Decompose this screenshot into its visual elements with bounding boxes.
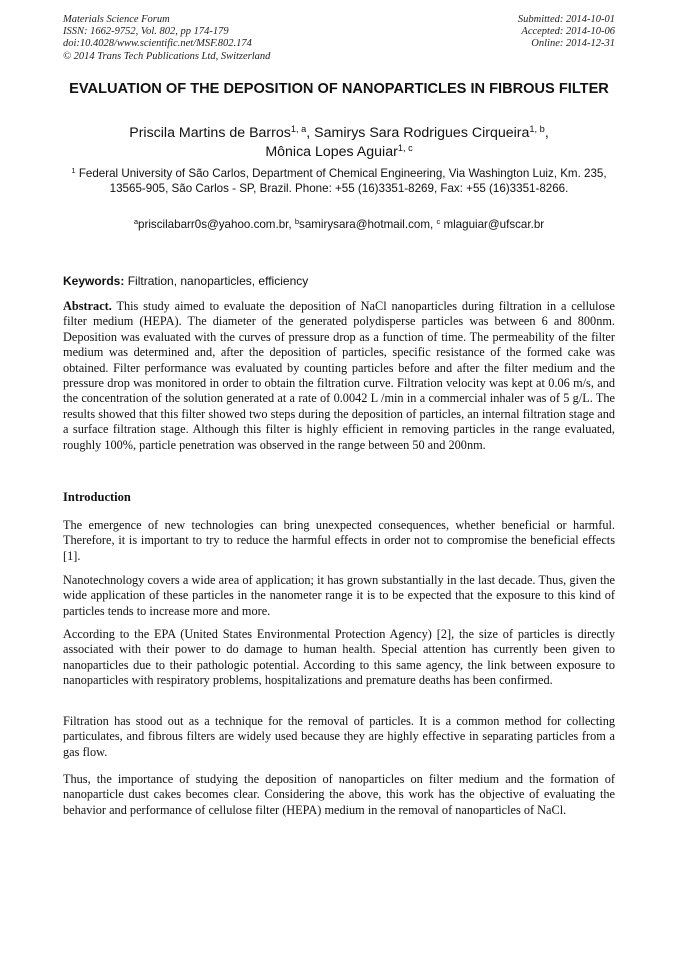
affiliation-text: Federal University of São Carlos, Department of Chemical Engineering, Via Washington Luiz, Km. 235, 13565-905, São Carlos - SP, Brazil. Phone: +55 (16)3351-8269, Fax: +55 (16)3351-8266. <box>78 167 607 196</box>
email-link[interactable]: mlaguiar@ufscar.br <box>443 218 545 231</box>
copyright-line: © 2014 Trans Tech Publications Ltd, Switzerland <box>63 50 271 62</box>
author-list <box>63 124 615 161</box>
author-separator: , <box>306 125 315 141</box>
email-separator: , <box>429 218 437 231</box>
author-affiliation-mark: 1, a <box>290 123 307 134</box>
keywords-label: Keywords: <box>63 274 125 288</box>
affiliation <box>68 166 610 196</box>
email-mark: b <box>294 216 300 226</box>
author-name: Samirys Sara Rodrigues Cirqueira <box>314 125 530 141</box>
intro-paragraph: Filtration has stood out as a technique for the removal of particles. It is a common method for collecting particulates, and fibrous filters are widely used because they are highly effective in separating particles from a gas flow. <box>63 714 615 759</box>
author-separator: , <box>544 125 549 141</box>
email-mark: a <box>133 216 139 226</box>
introduction-heading: Introduction <box>63 490 131 504</box>
abstract <box>63 299 615 453</box>
submitted-date: Submitted: 2014-10-01 <box>517 14 615 25</box>
issn-line: ISSN: 1662-9752, Vol. 802, pp 174-179 <box>63 26 229 38</box>
submission-dates <box>518 14 615 51</box>
intro-paragraph: According to the EPA (United States Environmental Protection Agency) [2], the size of particles is directly associated with their power to do damage to human health. Special attention has currently been given to nanoparticles due to their pathologic potential. According to this same agency, the link between exposure to nanoparticles with respiratory problems, hospitalizations and premature deaths has been confirmed. <box>63 627 615 688</box>
journal-info <box>63 14 270 63</box>
author-affiliation-mark: 1, c <box>397 142 413 153</box>
doi-line[interactable]: doi:10.4028/www.scientific.net/MSF.802.174 <box>63 38 252 50</box>
intro-paragraph: Thus, the importance of studying the deposition of nanoparticles on filter medium and the formation of nanoparticle dust cakes becomes clear. Considering the above, this work has the objective of evaluating the behavior and performance of cellulose filter (HEPA) medium in the removal of nanoparticles of NaCl. <box>63 772 615 817</box>
keywords-text: Filtration, nanoparticles, efficiency <box>127 274 309 288</box>
online-date: Online: 2014-12-31 <box>531 38 615 50</box>
author-name: Mônica Lopes Aguiar <box>265 143 398 160</box>
email-mark: c <box>436 216 441 226</box>
intro-paragraph: The emergence of new technologies can bring unexpected consequences, whether beneficial or harmful. Therefore, it is important to try to reduce the harmful effects in order not to compromise the beneficial effects [1]. <box>63 518 615 563</box>
email-link[interactable]: samirysara@hotmail.com <box>299 218 430 231</box>
journal-name: Materials Science Forum <box>63 14 170 25</box>
author-emails <box>63 217 615 232</box>
keywords-line <box>63 274 615 289</box>
email-separator: , <box>288 218 295 231</box>
abstract-text: This study aimed to evaluate the deposition of NaCl nanoparticles during filtration in a cellulose filter medium (HEPA). The diameter of the generated polydisperse particles was between 6 and 800nm. Deposition was evaluated with the curves of pressure drop as a function of time. The permeability of the filter medium was determined and, after the deposition of particles, specific resistance of the formed cake was obtained. Filter performance was evaluated by counting particles before and after the filter medium and the pressure drop was monitored in order to obtain the filtration curve. Filtration velocity was kept at 0.06 m/s, and the concentration of the solution generated at a rate of 0.0042 L /min in a commercial inhaler was of 5 g/L. The results showed that this filter showed two steps during the deposition of particles, an internal filtration stage and a surface filtration stage. Although this filter is highly efficient in removing particles in the range evaluated, roughly 100%, particle penetration was observed in the range between 50 and 200nm. <box>63 299 615 452</box>
email-link[interactable]: priscilabarr0s@yahoo.com.br <box>138 218 289 231</box>
abstract-label: Abstract. <box>63 299 112 313</box>
intro-paragraph: Nanotechnology covers a wide area of application; it has grown substantially in the last decade. Thus, given the wide application of these particles in the nanometer range it is to be expected that the exposure to this kind of particles tends to increase more and more. <box>63 573 615 618</box>
paper-title: EVALUATION OF THE DEPOSITION OF NANOPARTICLES IN FIBROUS FILTER <box>69 81 609 97</box>
affiliation-mark: 1 <box>71 165 76 175</box>
author-affiliation-mark: 1, b <box>529 123 545 134</box>
accepted-date: Accepted: 2014-10-06 <box>521 26 615 38</box>
author-name: Priscila Martins de Barros <box>129 125 291 141</box>
